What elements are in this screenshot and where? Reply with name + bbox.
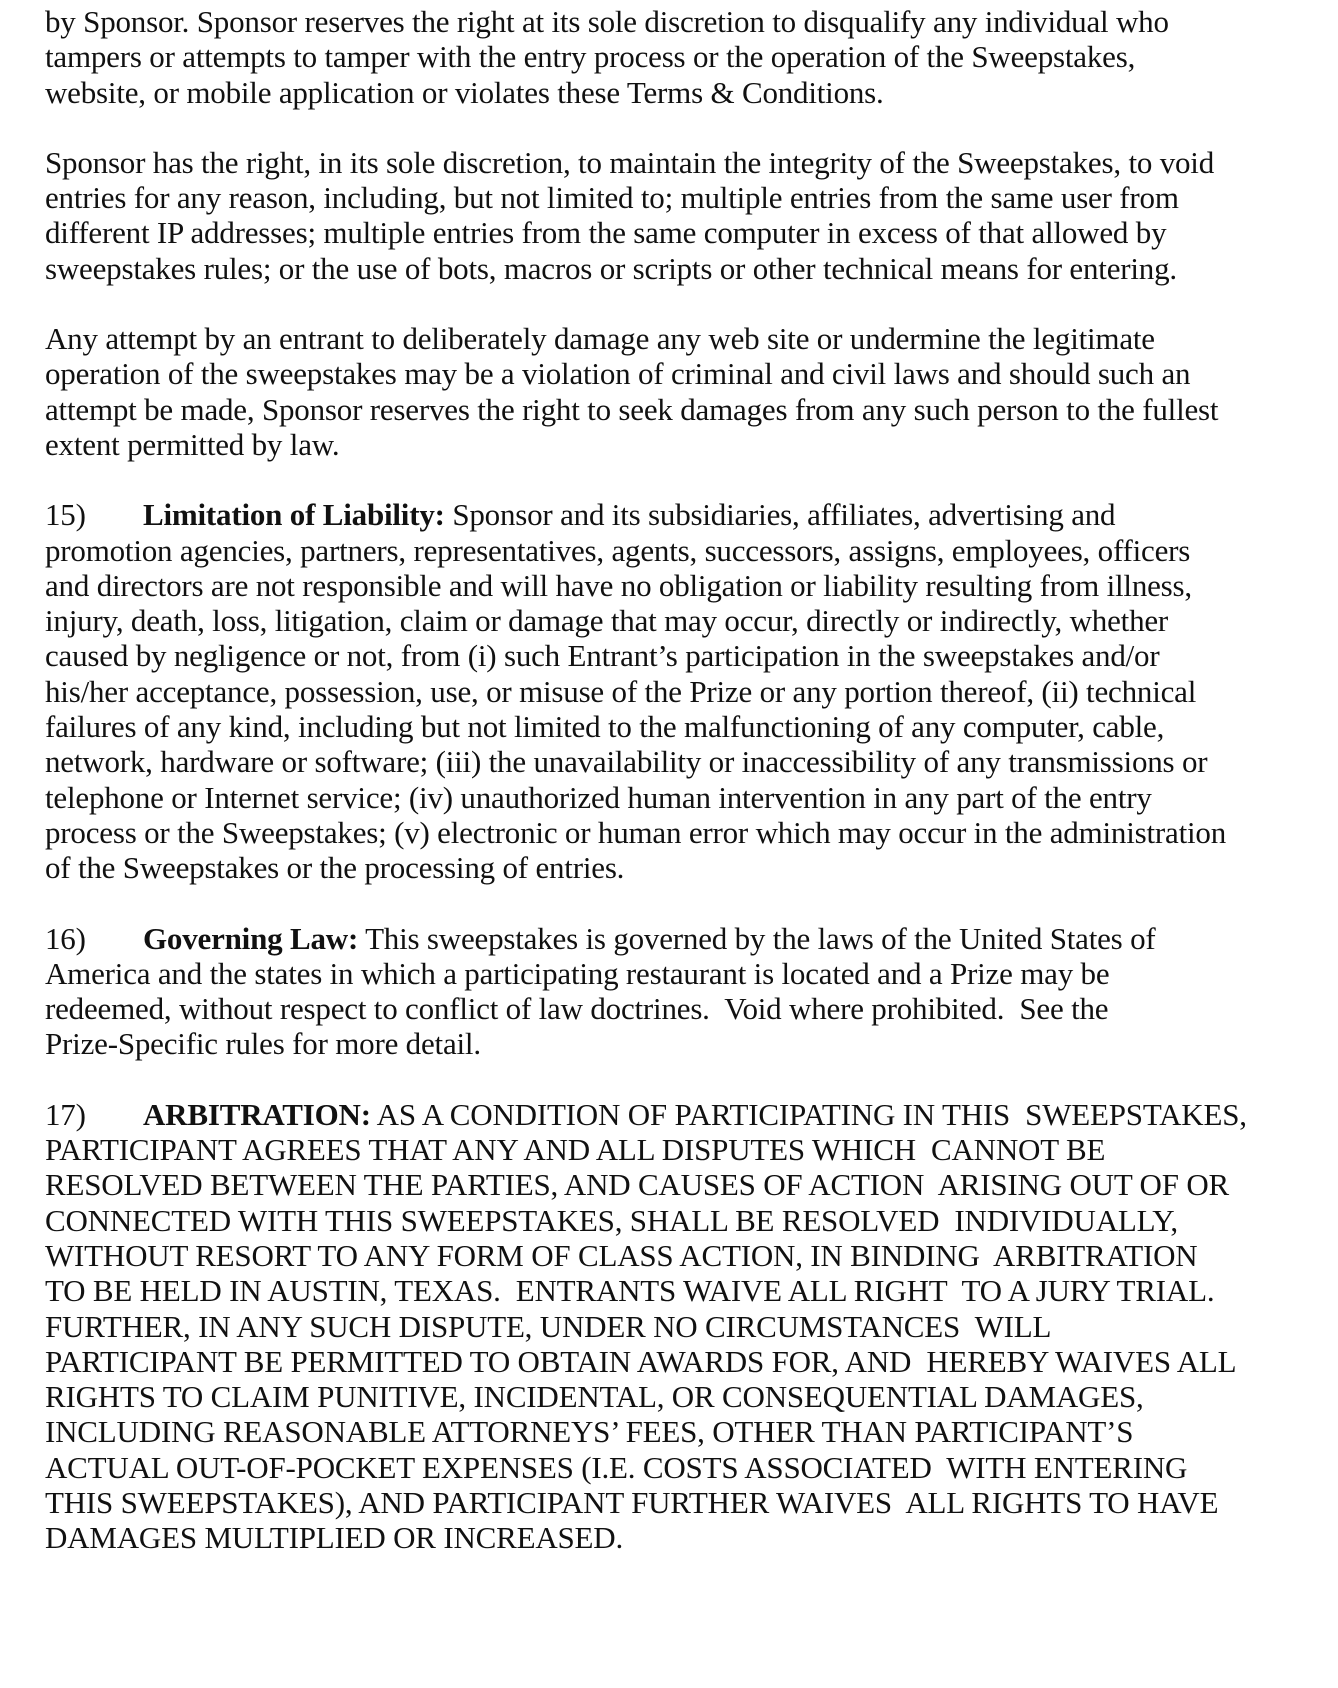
text-line: entries for any reason, including, but not limited to; multiple entries from the same user from	[45, 180, 1179, 216]
text-line: Any attempt by an entrant to deliberately damage any web site or undermine the legitimate	[45, 321, 1155, 357]
text-line: by Sponsor. Sponsor reserves the right at its sole discretion to disqualify any individual who	[45, 4, 1169, 39]
text-line: process or the Sweepstakes; (v) electronic or human error which may occur in the administration	[45, 814, 1226, 850]
section-arbitration	[45, 1097, 1335, 1556]
text-line: different IP addresses; multiple entries from the same computer in excess of that allowed by	[45, 215, 1167, 251]
text-line: RIGHTS TO CLAIM PUNITIVE, INCIDENTAL, OR CONSEQUENTIAL DAMAGES,	[45, 1379, 1144, 1415]
paragraph-integrity	[45, 145, 1335, 286]
text-line: America and the states in which a participating restaurant is located and a Prize may be	[45, 955, 1110, 991]
section-heading: Governing Law:	[143, 920, 359, 956]
text-line: operation of the sweepstakes may be a violation of criminal and civil laws and should such an	[45, 356, 1191, 392]
text-line: his/her acceptance, possession, use, or misuse of the Prize or any portion thereof, (ii) technical	[45, 673, 1197, 709]
text-line: TO BE HELD IN AUSTIN, TEXAS. ENTRANTS WAIVE ALL RIGHT TO A JURY TRIAL.	[45, 1273, 1215, 1309]
section-number: 15)	[45, 497, 86, 533]
paragraph-disqualification	[45, 4, 1335, 110]
section-limitation-of-liability	[45, 497, 1335, 885]
text-line: Prize-Specific rules for more detail.	[45, 1026, 481, 1062]
text-line: network, hardware or software; (iii) the unavailability or inaccessibility of any transmissions or	[45, 744, 1208, 780]
text-line: telephone or Internet service; (iv) unauthorized human intervention in any part of the entry	[45, 779, 1152, 815]
section-heading: Limitation of Liability:	[143, 497, 445, 533]
section-heading: ARBITRATION:	[143, 1096, 371, 1132]
text-line: ACTUAL OUT-OF-POCKET EXPENSES (I.E. COSTS ASSOCIATED WITH ENTERING	[45, 1449, 1188, 1485]
text-line: website, or mobile application or violates these Terms & Conditions.	[45, 74, 884, 110]
section-number: 16)	[45, 920, 86, 956]
text-line: tampers or attempts to tamper with the entry process or the operation of the Sweepstakes,	[45, 39, 1136, 75]
section-governing-law	[45, 921, 1335, 1062]
section-text: This sweepstakes is governed by the laws of the United States of	[358, 920, 1156, 956]
text-line: THIS SWEEPSTAKES), AND PARTICIPANT FURTHER WAIVES ALL RIGHTS TO HAVE	[45, 1484, 1219, 1520]
text-line: PARTICIPANT AGREES THAT ANY AND ALL DISPUTES WHICH CANNOT BE	[45, 1132, 1106, 1168]
text-line: redeemed, without respect to conflict of law doctrines. Void where prohibited. See the	[45, 991, 1109, 1027]
document-page	[45, 4, 1335, 1591]
section-number: 17)	[45, 1096, 86, 1132]
text-line: INCLUDING REASONABLE ATTORNEYS’ FEES, OTHER THAN PARTICIPANT’S	[45, 1414, 1134, 1450]
text-line: extent permitted by law.	[45, 426, 340, 462]
text-line: PARTICIPANT BE PERMITTED TO OBTAIN AWARDS FOR, AND HEREBY WAIVES ALL	[45, 1343, 1237, 1379]
text-line: CONNECTED WITH THIS SWEEPSTAKES, SHALL BE RESOLVED INDIVIDUALLY,	[45, 1202, 1178, 1238]
section-first-line	[45, 1097, 1335, 1132]
section-first-line	[45, 921, 1335, 956]
text-line: of the Sweepstakes or the processing of entries.	[45, 850, 625, 886]
section-first-line	[45, 497, 1335, 532]
section-text: Sponsor and its subsidiaries, affiliates, advertising and	[444, 497, 1116, 533]
section-text: AS A CONDITION OF PARTICIPATING IN THIS SWEEPSTAKES,	[370, 1096, 1247, 1132]
text-line: injury, death, loss, litigation, claim or damage that may occur, directly or indirectly, whether	[45, 603, 1169, 639]
text-line: caused by negligence or not, from (i) such Entrant’s participation in the sweepstakes and/or	[45, 638, 1160, 674]
text-line: RESOLVED BETWEEN THE PARTIES, AND CAUSES OF ACTION ARISING OUT OF OR	[45, 1167, 1229, 1203]
text-line: Sponsor has the right, in its sole discretion, to maintain the integrity of the Sweepstakes, to void	[45, 144, 1215, 180]
text-line: FURTHER, IN ANY SUCH DISPUTE, UNDER NO CIRCUMSTANCES WILL	[45, 1308, 1052, 1344]
text-line: promotion agencies, partners, representatives, agents, successors, assigns, employees, officers	[45, 532, 1191, 568]
text-line: DAMAGES MULTIPLIED OR INCREASED.	[45, 1520, 624, 1556]
text-line: failures of any kind, including but not limited to the malfunctioning of any computer, cable,	[45, 709, 1165, 745]
text-line: attempt be made, Sponsor reserves the right to seek damages from any such person to the fullest	[45, 391, 1219, 427]
text-line: sweepstakes rules; or the use of bots, macros or scripts or other technical means for entering.	[45, 250, 1177, 286]
text-line: and directors are not responsible and will have no obligation or liability resulting from illness,	[45, 567, 1192, 603]
text-line: WITHOUT RESORT TO ANY FORM OF CLASS ACTION, IN BINDING ARBITRATION	[45, 1237, 1198, 1273]
paragraph-damage-attempt	[45, 321, 1335, 462]
